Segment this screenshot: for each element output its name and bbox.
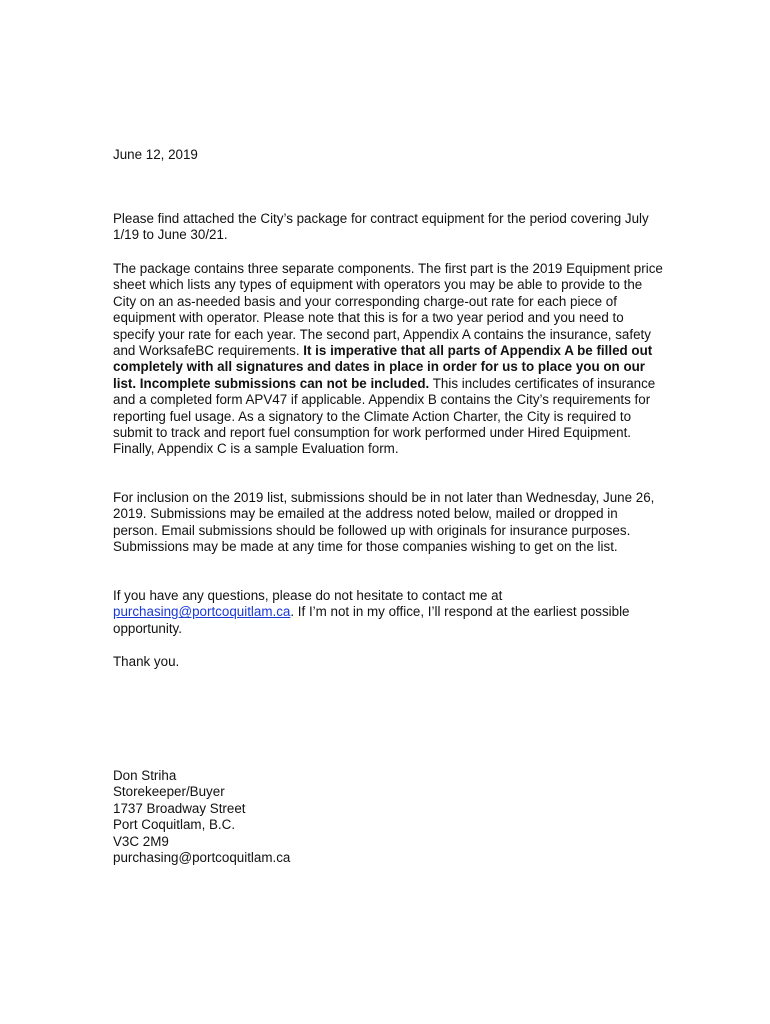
signer-title: Storekeeper/Buyer <box>113 784 225 800</box>
contact-text-part1: If you have any questions, please do not hesitate to contact me at <box>113 588 503 603</box>
signer-name: Don Striha <box>113 768 177 783</box>
package-paragraph <box>113 261 663 458</box>
signature-block <box>113 768 663 866</box>
contact-text-part2: . If I’m not in my office, I’ll respond at the earliest possible opportunity. <box>113 604 630 636</box>
contact-paragraph <box>113 588 663 637</box>
signer-email: purchasing@portcoquitlam.ca <box>113 850 291 866</box>
requirement-emphasis: It is imperative that all parts of Appendix A be filled out completely with all signatures and dates in place in order for us to place you on our list. Incomplete submissions can not be included. <box>113 343 653 391</box>
package-text-part1: The package contains three separate components. The first part is the 2019 Equipment price sheet which lists any types of equipment with operators you may be able to provide to the City on an as-needed basis and your corresponding charge-out rate for each piece of equipment with operator. Please note that this is for a two year period and you need to specify your rate for each year. The second part, Appendix A contains the insurance, safety and WorksafeBC requirements. <box>113 261 663 359</box>
package-text-part2: This includes certificates of insurance and a completed form APV47 if applicable. Appendix B contains the City’s requirements for reporting fuel usage. As a signatory to the Climate Action Charter, the City is required to submit to track and report fuel consumption for work performed under Hired Equipment. Finally, Appendix C is a sample Evaluation form. <box>113 375 656 457</box>
address-street: 1737 Broadway Street <box>113 800 246 816</box>
address-postal: V3C 2M9 <box>113 833 169 849</box>
closing-paragraph: Thank you. <box>113 654 180 669</box>
letter-date: June 12, 2019 <box>113 147 198 162</box>
intro-paragraph: Please find attached the City’s package for contract equipment for the period covering July 1/19 to June 30/21. <box>113 211 649 243</box>
deadline-paragraph: For inclusion on the 2019 list, submissions should be in not later than Wednesday, June 26, 2019. Submissions may be emailed at the address noted below, mailed or dropped in person. Email submissions should be followed up with originals for insurance purposes. Submissions may be made at any time for those companies wishing to get on the list. <box>113 490 655 555</box>
email-link[interactable]: purchasing@portcoquitlam.ca <box>113 604 291 620</box>
address-city: Port Coquitlam, B.C. <box>113 817 236 833</box>
